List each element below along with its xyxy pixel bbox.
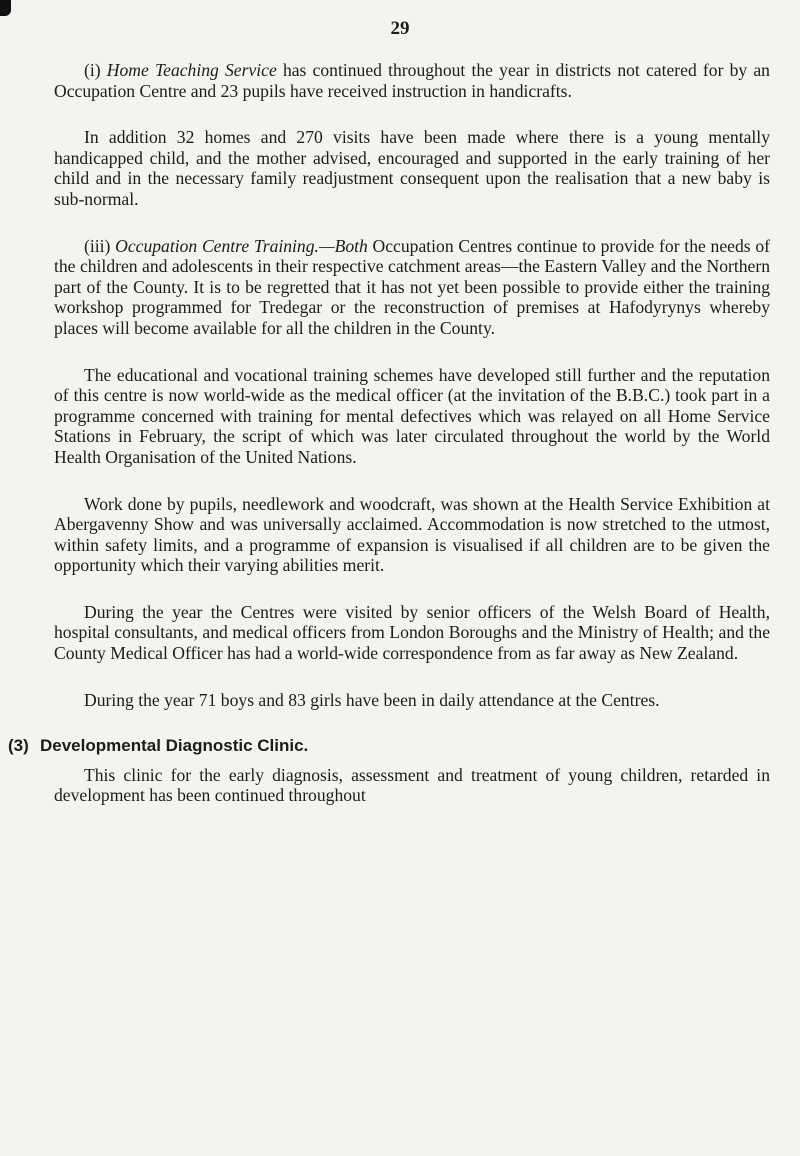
body-text — [8, 60, 770, 806]
paragraph-home-visits: In addition 32 homes and 270 visits have been made where there is a young mentally handicapped child, and the mother advised, encouraged and supported in the early training of her child and in the necessary family readjustment consequent upon the realisation that a new baby is sub-normal. — [54, 127, 770, 209]
page-number: 29 — [390, 18, 410, 39]
paragraph-visitors: During the year the Centres were visited by senior officers of the Welsh Board of Health, hospital consultants, and medical officers from London Boroughs and the Ministry of Health; and the County Medical Officer has had a world-wide correspondence from as far away as New Zealand. — [54, 601, 770, 664]
paragraph-exhibition: Work done by pupils, needlework and woodcraft, was shown at the Health Service Exhibition at Abergavenny Show and was universally acclaimed. Accommodation is now stretched to the utmost, within safety limits, and a programme of expansion is visualised if all children are to be given the opportunity which their varying abilities merit. — [54, 493, 770, 576]
paragraph-text: Occupation Centres continue to provide for the needs of the children and adolescents in their respective catchment areas—the Eastern Valley and the Northern part of the County. It is to be regretted that it has not yet been possible to provide either the training workshop programmed for Tredegar or the reconstruction of premises at Hafodyrynys whereby places will become available for all the children in the County. — [54, 235, 770, 338]
paragraph-label: (iii) — [84, 235, 111, 256]
ink-blot — [0, 0, 11, 16]
paragraph-attendance: During the year 71 boys and 83 girls have been in daily attendance at the Centres. — [84, 689, 660, 710]
paragraph-title: Home Teaching Service — [106, 60, 277, 80]
paragraph-diagnostic-clinic: This clinic for the early diagnosis, assessment and treatment of young children, retarded in development has been continued throughout — [54, 764, 770, 806]
paragraph-text: has continued throughout the year in districts not catered for by an Occupation Centre and 23 pupils have received instruction in handicrafts. — [54, 60, 770, 101]
paragraph-training-schemes: The educational and vocational training schemes have developed still further and the reputation of this centre is now world-wide as the medical officer (at the invitation of the B.B.C.) took part in a programme concerned with training for mental defectives which was relayed on all Home Service Stations in February, the script of which was later circulated throughout the world by the World Health Organisation of the United Nations. — [54, 364, 770, 467]
paragraph-home-teaching — [54, 60, 770, 101]
paragraph-label: (i) — [84, 60, 101, 80]
section-title: Developmental Diagnostic Clinic. — [40, 736, 309, 756]
paragraph-occupation-centre — [54, 236, 770, 339]
paragraph-title: Occupation Centre Training. — [115, 235, 319, 256]
paragraph-title-extra: —Both — [318, 235, 368, 256]
section-heading — [8, 736, 770, 757]
section-number: (3) — [8, 736, 29, 756]
